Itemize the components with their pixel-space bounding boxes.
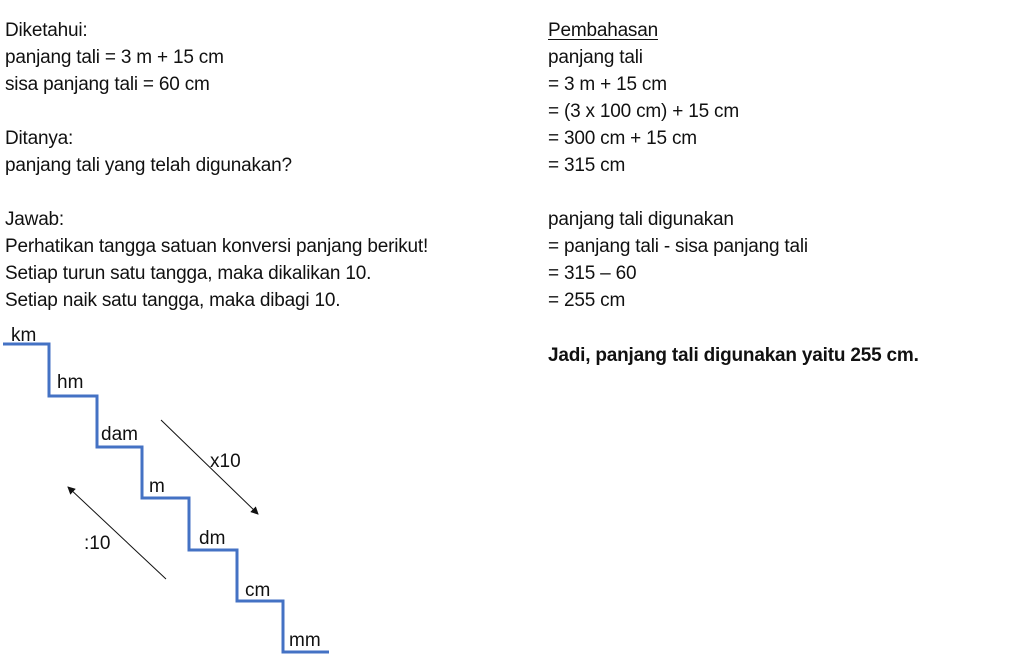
step2-line: = panjang tali - sisa panjang tali: [548, 236, 808, 257]
unit-m: m: [149, 476, 165, 497]
asked-question: panjang tali yang telah digunakan?: [5, 155, 292, 176]
asked-heading: Ditanya:: [5, 128, 74, 149]
answer-line-down-rule: Setiap turun satu tangga, maka dikalikan 10.: [5, 263, 372, 284]
step1-line: = 300 cm + 15 cm: [548, 128, 697, 149]
unit-hm: hm: [57, 372, 84, 393]
known-remaining-length: sisa panjang tali = 60 cm: [5, 74, 210, 95]
conclusion: Jadi, panjang tali digunakan yaitu 255 cm.: [548, 345, 919, 366]
step1-line: = 3 m + 15 cm: [548, 74, 667, 95]
unit-cm: cm: [245, 580, 271, 601]
step1-title: panjang tali: [548, 47, 643, 68]
answer-line-up-rule: Setiap naik satu tangga, maka dibagi 10.: [5, 290, 341, 311]
multiply-label: x10: [210, 451, 241, 472]
answer-line-ladder-intro: Perhatikan tangga satuan konversi panjang berikut!: [5, 236, 429, 257]
step1-line: = 315 cm: [548, 155, 626, 176]
unit-km: km: [11, 325, 37, 346]
answer-heading: Jawab:: [5, 209, 65, 230]
solution-heading: Pembahasan: [548, 20, 658, 41]
divide-arrow-icon: [68, 487, 166, 579]
staircase-line: [3, 344, 329, 652]
step2-title: panjang tali digunakan: [548, 209, 734, 230]
step2-line: = 315 – 60: [548, 263, 637, 284]
known-rope-length: panjang tali = 3 m + 15 cm: [5, 47, 224, 68]
step1-line: = (3 x 100 cm) + 15 cm: [548, 101, 739, 122]
divide-label: :10: [84, 533, 111, 554]
unit-mm: mm: [289, 630, 321, 651]
unit-dam: dam: [101, 424, 138, 445]
unit-dm: dm: [199, 528, 226, 549]
step2-line: = 255 cm: [548, 290, 626, 311]
known-heading: Diketahui:: [5, 20, 88, 41]
